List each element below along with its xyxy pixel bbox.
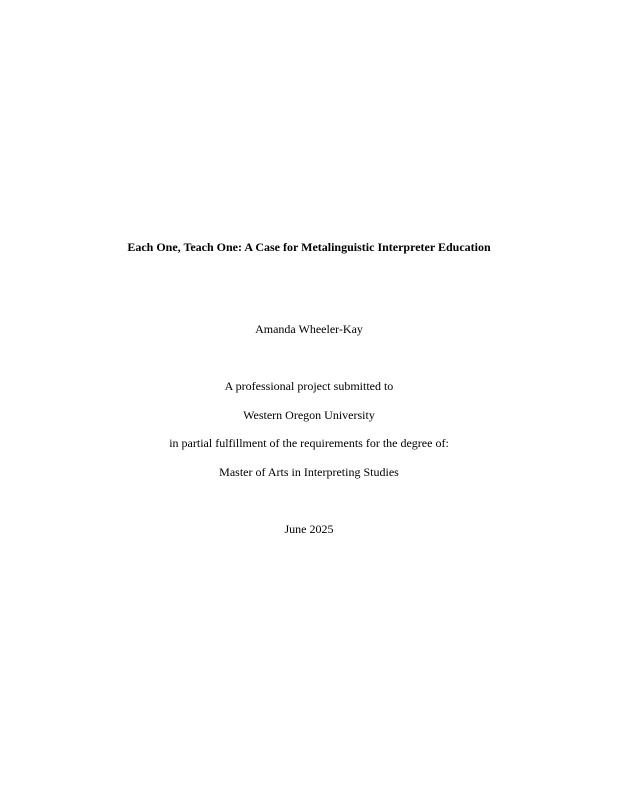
author-name: Amanda Wheeler-Kay [255, 322, 363, 336]
fulfillment-statement: in partial fulfillment of the requirements for the degree of: [169, 436, 449, 450]
institution-name: Western Oregon University [243, 408, 375, 422]
degree-name: Master of Arts in Interpreting Studies [219, 465, 399, 479]
submission-date: June 2025 [284, 522, 334, 536]
submission-statement: A professional project submitted to [224, 379, 394, 393]
document-title: Each One, Teach One: A Case for Metalinguistic Interpreter Education [127, 240, 491, 254]
